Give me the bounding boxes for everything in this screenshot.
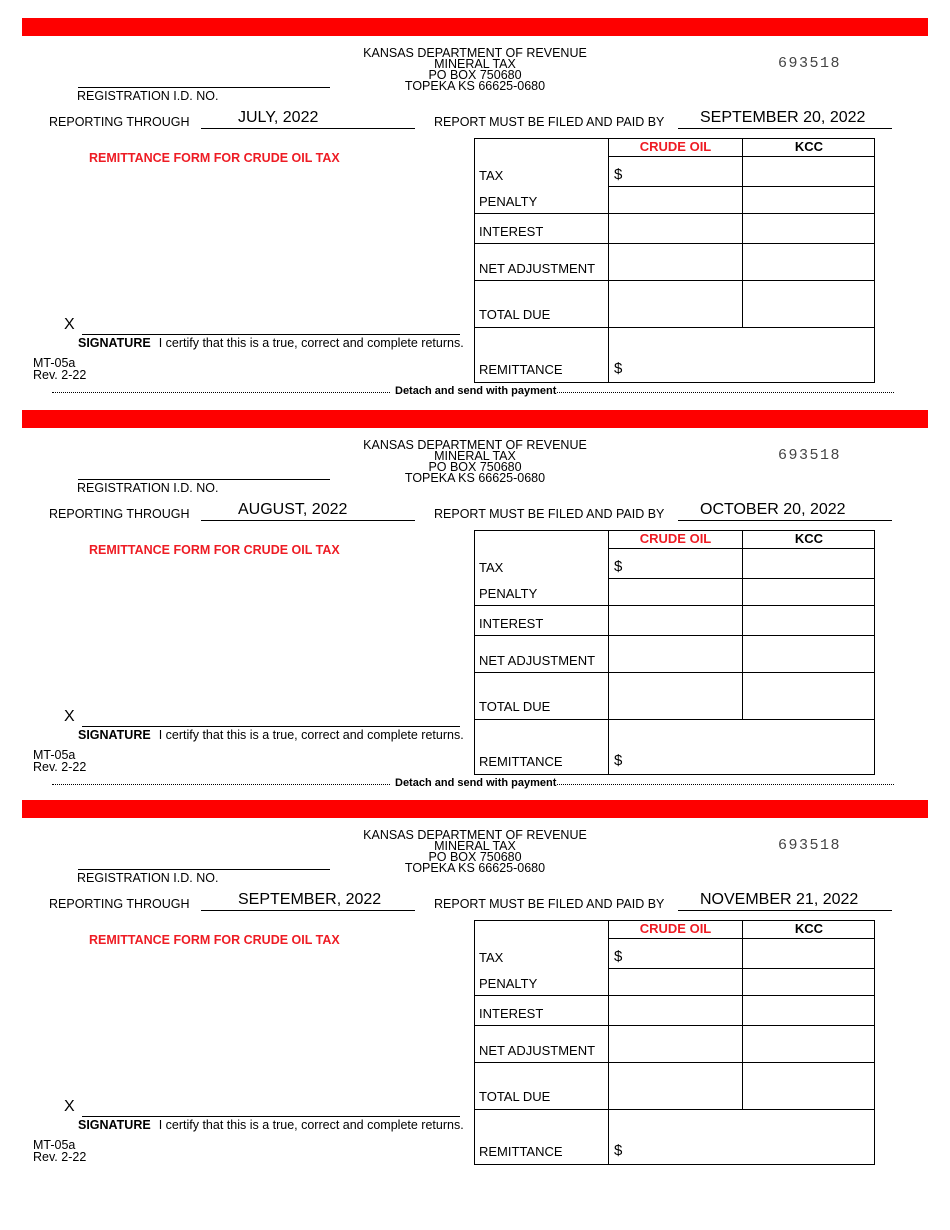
row-label-penalty: PENALTY	[479, 194, 538, 209]
remittance-currency-sign: $	[614, 752, 623, 769]
tax-amount-grid	[474, 530, 875, 775]
kcc-column-header: KCC	[794, 531, 824, 546]
grid-divider	[608, 920, 609, 1165]
form-revision: Rev. 2-22	[33, 1150, 87, 1164]
registration-id-field[interactable]	[78, 87, 330, 88]
remittance-currency-sign: $	[614, 1142, 623, 1159]
detach-text: Detach and send with payment	[395, 777, 557, 789]
row-label-total-due: TOTAL DUE	[479, 307, 551, 322]
agency-address	[310, 48, 640, 92]
due-date-underline	[678, 910, 892, 911]
grid-divider	[474, 1109, 875, 1110]
agency-po-box: PO BOX 750680	[428, 850, 522, 864]
perforation-right	[557, 784, 894, 785]
certify-text: I certify that this is a true, correct and complete returns.	[158, 728, 464, 742]
agency-name: KANSAS DEPARTMENT OF REVENUE	[363, 828, 587, 842]
row-label-penalty: PENALTY	[479, 586, 538, 601]
due-date-value: SEPTEMBER 20, 2022	[700, 109, 866, 126]
row-label-net-adjustment: NET ADJUSTMENT	[479, 1043, 596, 1058]
form-code-number: MT-05a	[33, 1138, 76, 1152]
grid-divider	[474, 280, 875, 281]
row-label-total-due: TOTAL DUE	[479, 1089, 551, 1104]
row-label-net-adjustment: NET ADJUSTMENT	[479, 261, 596, 276]
agency-name: KANSAS DEPARTMENT OF REVENUE	[363, 46, 587, 60]
agency-division: MINERAL TAX	[434, 449, 516, 463]
header-red-bar	[22, 410, 928, 428]
row-label-tax: TAX	[479, 560, 504, 575]
reporting-through-underline	[201, 910, 415, 911]
form-revision: Rev. 2-22	[33, 760, 87, 774]
detach-line	[52, 777, 894, 791]
tax-currency-sign: $	[614, 166, 623, 183]
tax-currency-sign: $	[614, 948, 623, 965]
grid-divider	[742, 920, 743, 1109]
agency-city: TOPEKA KS 66625-0680	[404, 79, 546, 93]
grid-divider	[608, 138, 609, 383]
grid-divider	[608, 548, 875, 549]
signature-certification	[78, 728, 464, 742]
signature-field[interactable]	[82, 334, 460, 335]
reporting-through-value: SEPTEMBER, 2022	[238, 891, 382, 908]
reporting-through-label: REPORTING THROUGH	[49, 897, 190, 911]
agency-address	[310, 830, 640, 874]
form-title: REMITTANCE FORM FOR CRUDE OIL TAX	[89, 151, 340, 165]
crude-oil-column-header: CRUDE OIL	[639, 139, 712, 154]
signature-certification	[78, 1118, 464, 1132]
row-label-penalty: PENALTY	[479, 976, 538, 991]
row-label-remittance: REMITTANCE	[479, 1144, 563, 1159]
due-date-value: OCTOBER 20, 2022	[700, 501, 846, 518]
grid-divider	[608, 968, 875, 969]
grid-divider	[474, 719, 875, 720]
grid-divider	[474, 213, 875, 214]
registration-id-label: REGISTRATION I.D. NO.	[77, 871, 219, 885]
form-code	[33, 1139, 86, 1163]
due-date-underline	[678, 520, 892, 521]
grid-divider	[474, 995, 875, 996]
reporting-through-underline	[201, 520, 415, 521]
certify-text: I certify that this is a true, correct and complete returns.	[158, 336, 464, 350]
grid-divider	[474, 1062, 875, 1063]
due-date-underline	[678, 128, 892, 129]
grid-divider	[742, 530, 743, 719]
agency-city: TOPEKA KS 66625-0680	[404, 861, 546, 875]
grid-divider	[474, 1025, 875, 1026]
agency-division: MINERAL TAX	[434, 839, 516, 853]
remittance-currency-sign: $	[614, 360, 623, 377]
signature-field[interactable]	[82, 726, 460, 727]
tax-amount-grid	[474, 920, 875, 1165]
signature-label: SIGNATURE	[78, 336, 151, 350]
signature-field[interactable]	[82, 1116, 460, 1117]
grid-divider	[474, 243, 875, 244]
due-date-value: NOVEMBER 21, 2022	[700, 891, 859, 908]
grid-divider	[742, 138, 743, 327]
form-code-number: MT-05a	[33, 748, 76, 762]
form-number: 693518	[778, 837, 842, 854]
row-label-remittance: REMITTANCE	[479, 754, 563, 769]
grid-divider	[608, 156, 875, 157]
signature-x-mark: X	[64, 316, 75, 333]
agency-po-box: PO BOX 750680	[428, 68, 522, 82]
form-number: 693518	[778, 55, 842, 72]
signature-label: SIGNATURE	[78, 728, 151, 742]
detach-text: Detach and send with payment	[395, 385, 557, 397]
agency-po-box: PO BOX 750680	[428, 460, 522, 474]
reporting-through-label: REPORTING THROUGH	[49, 115, 190, 129]
agency-name: KANSAS DEPARTMENT OF REVENUE	[363, 438, 587, 452]
agency-division: MINERAL TAX	[434, 57, 516, 71]
tax-amount-grid	[474, 138, 875, 383]
grid-divider	[608, 186, 875, 187]
perforation-right	[557, 392, 894, 393]
grid-divider	[474, 327, 875, 328]
form-title: REMITTANCE FORM FOR CRUDE OIL TAX	[89, 543, 340, 557]
header-red-bar	[22, 800, 928, 818]
form-code-number: MT-05a	[33, 356, 76, 370]
signature-label: SIGNATURE	[78, 1118, 151, 1132]
row-label-interest: INTEREST	[479, 1006, 544, 1021]
form-number: 693518	[778, 447, 842, 464]
row-label-interest: INTEREST	[479, 616, 544, 631]
kcc-column-header: KCC	[794, 921, 824, 936]
reporting-through-value: JULY, 2022	[238, 109, 319, 126]
grid-divider	[608, 578, 875, 579]
form-title: REMITTANCE FORM FOR CRUDE OIL TAX	[89, 933, 340, 947]
row-label-interest: INTEREST	[479, 224, 544, 239]
grid-divider	[608, 938, 875, 939]
header-red-bar	[22, 18, 928, 36]
crude-oil-column-header: CRUDE OIL	[639, 531, 712, 546]
row-label-net-adjustment: NET ADJUSTMENT	[479, 653, 596, 668]
registration-id-field[interactable]	[78, 869, 330, 870]
form-revision: Rev. 2-22	[33, 368, 87, 382]
agency-city: TOPEKA KS 66625-0680	[404, 471, 546, 485]
due-date-label: REPORT MUST BE FILED AND PAID BY	[434, 115, 665, 129]
signature-x-mark: X	[64, 708, 75, 725]
registration-id-label: REGISTRATION I.D. NO.	[77, 89, 219, 103]
grid-divider	[608, 530, 609, 775]
remittance-coupon-2	[0, 410, 950, 800]
detach-line	[52, 385, 894, 399]
due-date-label: REPORT MUST BE FILED AND PAID BY	[434, 897, 665, 911]
registration-id-label: REGISTRATION I.D. NO.	[77, 481, 219, 495]
certify-text: I certify that this is a true, correct and complete returns.	[158, 1118, 464, 1132]
grid-divider	[474, 635, 875, 636]
form-code	[33, 749, 86, 773]
remittance-coupon-3	[0, 800, 950, 1190]
remittance-coupon-1	[0, 18, 950, 408]
kcc-column-header: KCC	[794, 139, 824, 154]
tax-currency-sign: $	[614, 558, 623, 575]
agency-address	[310, 440, 640, 484]
signature-certification	[78, 336, 464, 350]
reporting-through-value: AUGUST, 2022	[238, 501, 348, 518]
row-label-total-due: TOTAL DUE	[479, 699, 551, 714]
grid-divider	[474, 605, 875, 606]
due-date-label: REPORT MUST BE FILED AND PAID BY	[434, 507, 665, 521]
crude-oil-column-header: CRUDE OIL	[639, 921, 712, 936]
grid-divider	[474, 672, 875, 673]
row-label-remittance: REMITTANCE	[479, 362, 563, 377]
row-label-tax: TAX	[479, 168, 504, 183]
reporting-through-label: REPORTING THROUGH	[49, 507, 190, 521]
signature-x-mark: X	[64, 1098, 75, 1115]
perforation-left	[52, 392, 390, 393]
reporting-through-underline	[201, 128, 415, 129]
form-code	[33, 357, 86, 381]
row-label-tax: TAX	[479, 950, 504, 965]
perforation-left	[52, 784, 390, 785]
registration-id-field[interactable]	[78, 479, 330, 480]
